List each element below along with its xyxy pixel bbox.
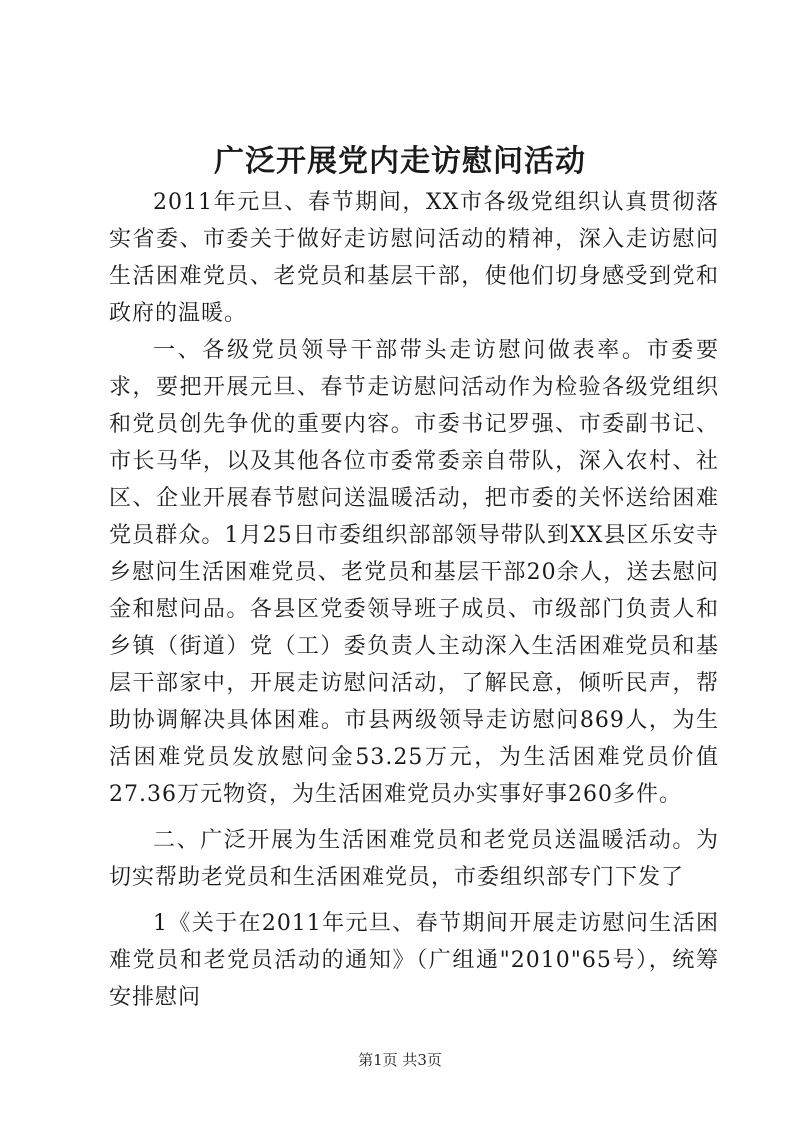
- document-body: [109, 184, 719, 1016]
- paragraph-intro: 2011年元旦、春节期间，XX市各级党组织认真贯彻落实省委、市委关于做好走访慰问活动的精神，深入走访慰问生活困难党员、老党员和基层干部，使他们切身感受到党和政府的温暖。: [109, 190, 719, 326]
- paragraph-notice: 1《关于在2011年元旦、春节期间开展走访慰问生活困难党员和老党员活动的通知》（广组通"2010"65号），统筹安排慰问: [109, 911, 719, 1010]
- page-footer: 第1页 共3页: [358, 1051, 442, 1069]
- page-title: 广泛开展党内走访慰问活动: [214, 144, 586, 179]
- paragraph-section-two: 二、广泛开展为生活困难党员和老党员送温暖活动。为切实帮助老党员和生活困难党员，市委组织部专门下发了: [109, 828, 719, 890]
- paragraph-section-one: 一、各级党员领导干部带头走访慰问做表率。市委要求，要把开展元旦、春节走访慰问活动作为检验各级党组织和党员创先争优的重要内容。市委书记罗强、市委副书记、市长马华，以及其他各位市委常委亲自带队，深入农村、社区、企业开展春节慰问送温暖活动，把市委的关怀送给困难党员群众。1月25日市委组织部部领导带队到XX县区乐安寺乡慰问生活困难党员、老党员和基层干部20余人，送去慰问金和慰问品。各县区党委领导班子成员、市级部门负责人和乡镇（街道）党（工）委负责人主动深入生活困难党员和基层干部家中，开展走访慰问活动，了解民意，倾听民声，帮助协调解决具体困难。市县两级领导走访慰问869人，为生活困难党员发放慰问金53.25万元，为生活困难党员价值27.36万元物资，为生活困难党员办实事好事260多件。: [109, 338, 719, 807]
